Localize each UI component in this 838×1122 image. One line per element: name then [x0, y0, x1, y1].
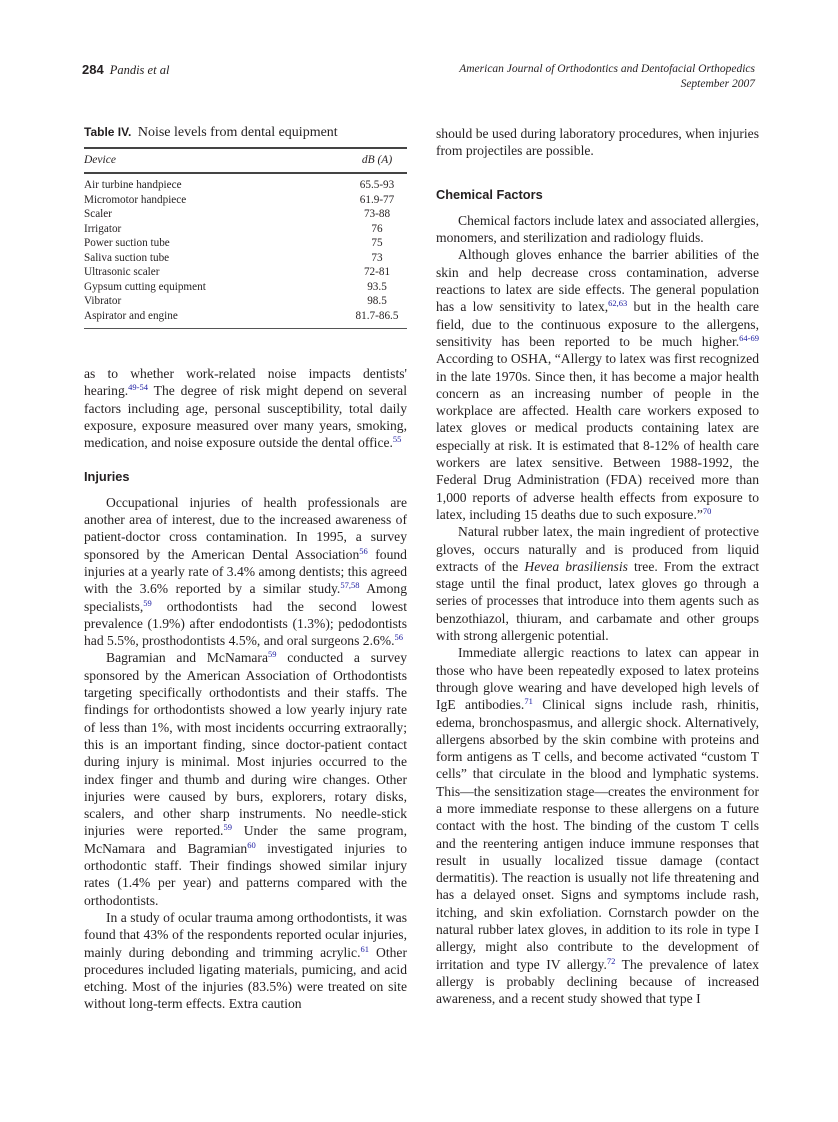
- text: Among specialists,: [84, 581, 407, 614]
- citation[interactable]: 60: [247, 839, 256, 850]
- paragraph: [436, 523, 759, 644]
- paragraph: should be used during laboratory procedures, when injuries from projectiles are possible.: [436, 126, 759, 159]
- citation[interactable]: 71: [524, 696, 533, 707]
- device-cell: Gypsum cutting equipment: [84, 280, 206, 293]
- db-cell: 93.5: [367, 280, 387, 293]
- db-cell: 81.7-86.5: [355, 309, 399, 322]
- page-number: 284: [82, 62, 104, 77]
- text: Although gloves enhance the barrier abilities of the skin and help decrease cross contamination, adverse reactions to latex are side effects. The general population has a low sensitivity to latex,: [436, 247, 759, 315]
- table-title: Noise levels from dental equipment: [137, 125, 338, 140]
- db-cell: 73: [371, 251, 383, 264]
- text: Under the same program, McNamara and Bagramian: [84, 823, 408, 856]
- citation[interactable]: 61: [360, 943, 369, 954]
- journal-title: American Journal of Orthodontics and Dentofacial Orthopedics: [459, 63, 755, 75]
- text: Occupational injuries of health professionals are another area of interest, due to the increased awareness of patient-doctor cross contamination. In 1995, a survey sponsored by the American Dental Association: [84, 494, 407, 562]
- section-heading-chemical-factors: Chemical Factors: [436, 186, 543, 202]
- citation[interactable]: 59: [143, 597, 152, 608]
- noise-levels-table: [84, 125, 407, 329]
- running-header-left: [82, 62, 169, 78]
- text: The prevalence of latex allergy is probably declining because of increased awareness, and a recent study showed that type I: [436, 956, 759, 1007]
- device-cell: Scaler: [84, 208, 112, 220]
- device-cell: Air turbine handpiece: [84, 179, 182, 191]
- table-row: [84, 309, 407, 324]
- device-cell: Ultrasonic scaler: [84, 266, 160, 278]
- table-bottom-rule: [84, 328, 407, 329]
- table-row: [84, 207, 407, 222]
- text: as to whether work-related noise impacts dentists' hearing.: [84, 366, 407, 399]
- citation[interactable]: 59: [267, 649, 277, 660]
- running-header-right: [459, 62, 755, 92]
- text: In a study of ocular trauma among orthodontists, it was found that 43% of the respondents reported ocular injuries, mainly during debonding and trimming acrylic.: [84, 909, 407, 960]
- device-cell: Micromotor handpiece: [84, 193, 187, 206]
- section-heading-injuries: Injuries: [84, 469, 130, 485]
- table-row: [84, 265, 407, 280]
- citation[interactable]: 62,63: [608, 298, 628, 309]
- table-row: [84, 222, 407, 237]
- table-body: [84, 174, 407, 328]
- table-row: [84, 294, 407, 309]
- device-cell: Aspirator and engine: [84, 309, 178, 322]
- text: orthodontists had the second lowest prevalence (1.9%) after endodontists (1.3%); pedodontists had 5.5%, prosthodontists 4.5%, and oral surgeons 2.6%.: [84, 598, 407, 649]
- text: Other procedures included ligating materials, pumicing, and acid etching. Most of the injuries (83.5%) were treated on site without long-term effects. Extra caution: [84, 944, 407, 1012]
- column-header-device: Device: [84, 154, 116, 166]
- table-row: [84, 193, 407, 208]
- citation[interactable]: 70: [702, 505, 712, 516]
- db-cell: 76: [371, 222, 383, 235]
- text: According to OSHA, “Allergy to latex was first recognized in the late 1970s. Since then, it has become a major health concern as an increasing number of people in the workplace are affected. Health care workers exposed to latex gloves or medical products containing latex are especially at risk. It is estimated that 8-12% of health care workers are latex sensitive. Between 1988-1992, the Federal Drug Administration (FDA) received more than 1,000 reports of adverse health effects from exposure to latex, including 15 deaths due to such exposure.”: [436, 351, 759, 522]
- paragraph: [84, 909, 407, 1013]
- text: The degree of risk might depend on several factors including age, personal susceptibility, total daily exposure, exposure measured over many years, smoking, medication, and noise exposure outside the dental office.: [84, 383, 407, 451]
- table-caption: [84, 125, 407, 141]
- paragraph: [84, 494, 407, 650]
- text: Natural rubber latex, the main ingredient of protective gloves, occurs naturally and is produced from liquid extracts of the: [436, 524, 759, 574]
- paragraph: Chemical factors include latex and associated allergies, monomers, and sterilization and radiology fluids.: [436, 212, 759, 246]
- db-cell: 72-81: [363, 266, 391, 278]
- db-cell: 98.5: [367, 295, 387, 307]
- column-header-db: dB (A): [361, 154, 393, 166]
- citation[interactable]: 57,58: [340, 580, 360, 591]
- paragraph: [84, 649, 407, 908]
- text: but in the health care field, due to the continuous exposure to the allergens, sensitivity has been reported to be much higher.: [436, 299, 759, 349]
- text: found injuries at a yearly rate of 3.4% among dentists; this agreed with the 3.6% reported by a similar study.: [84, 546, 407, 597]
- text: conducted a survey sponsored by the American Association of Orthodontists targeting specifically orthodontists and their staffs. The findings for orthodontists showed a low yearly injury rate of less than 1%, with most incidents occurring extraorally; this is an important finding, since doctor-patient contact during injury is minimal. Most injuries occurred to the index finger and thumb and during wire changes. Other injuries were caused by burs, explorers, rotary disks, scalers, and other sharp instruments. No needle-stick injuries were reported.: [84, 650, 407, 839]
- citation[interactable]: 72: [606, 955, 616, 966]
- paragraph: [436, 644, 759, 1007]
- running-authors: Pandis et al: [109, 63, 170, 77]
- device-cell: Saliva suction tube: [84, 251, 170, 264]
- citation[interactable]: 56: [359, 545, 368, 556]
- journal-issue: September 2007: [680, 78, 755, 90]
- db-cell: 61.9-77: [359, 193, 395, 206]
- text: investigated injuries to orthodontic staff. Their findings showed similar injury rates (1.4% per year) and patterns compared with the orthodontists.: [84, 840, 408, 908]
- db-cell: 75: [371, 237, 383, 249]
- citation[interactable]: 49-54: [128, 382, 149, 393]
- table-row: [84, 236, 407, 251]
- text: Bagramian and McNamara: [106, 650, 268, 666]
- db-cell: 73-88: [363, 208, 391, 220]
- table-row: [84, 251, 407, 266]
- citation[interactable]: 64-69: [739, 332, 759, 343]
- device-cell: Irrigator: [84, 222, 122, 235]
- right-column: [436, 125, 759, 1008]
- db-cell: 65.5-93: [359, 179, 395, 191]
- table-row: [84, 178, 407, 193]
- left-column: [84, 365, 407, 1013]
- citation[interactable]: 55: [392, 434, 402, 445]
- table-label: Table IV.: [84, 125, 132, 139]
- table-row: [84, 280, 407, 295]
- paragraph: [436, 246, 759, 523]
- text: tree. From the extract stage until the final product, latex gloves go through a series of processes that introduce into them agents such as benzothiazol, thiuram, and carbamate and other groups with strong allergenic potential.: [436, 558, 759, 644]
- species-name: Hevea brasiliensis: [524, 558, 628, 574]
- table-header-row: [84, 149, 407, 172]
- text: Immediate allergic reactions to latex can appear in those who have been repeatedly exposed to latex proteins through glove wearing and have developed high levels of IgE antibodies.: [436, 645, 759, 713]
- text: Clinical signs include rash, rhinitis, edema, bronchospasmus, and allergic shock. Alternatively, allergens absorbed by the skin combine with proteins and form antigens as T cells, and become activated “custom T cells” that circulate in the blood and lymphatic systems. This—the sensitization stage—creates the environment for a more immediate response to these allergens on a future contact with the host. The binding of the custom T cells and the reentering antigen induce immune responses that result in usually localized tissue damage (contact dermatitis). The reaction is usually not life threatening and has a delayed onset. Signs and symptoms include rash, itching, and skin exfoliation. Cornstarch powder on the natural rubber latex gloves, in addition to its role in type I allergy, might also contribute to the development of irritation and type IV allergy.: [436, 697, 759, 972]
- device-cell: Power suction tube: [84, 237, 170, 249]
- citation[interactable]: 59: [223, 822, 232, 833]
- paragraph: [84, 365, 407, 451]
- citation[interactable]: 56: [394, 632, 403, 643]
- device-cell: Vibrator: [84, 295, 122, 307]
